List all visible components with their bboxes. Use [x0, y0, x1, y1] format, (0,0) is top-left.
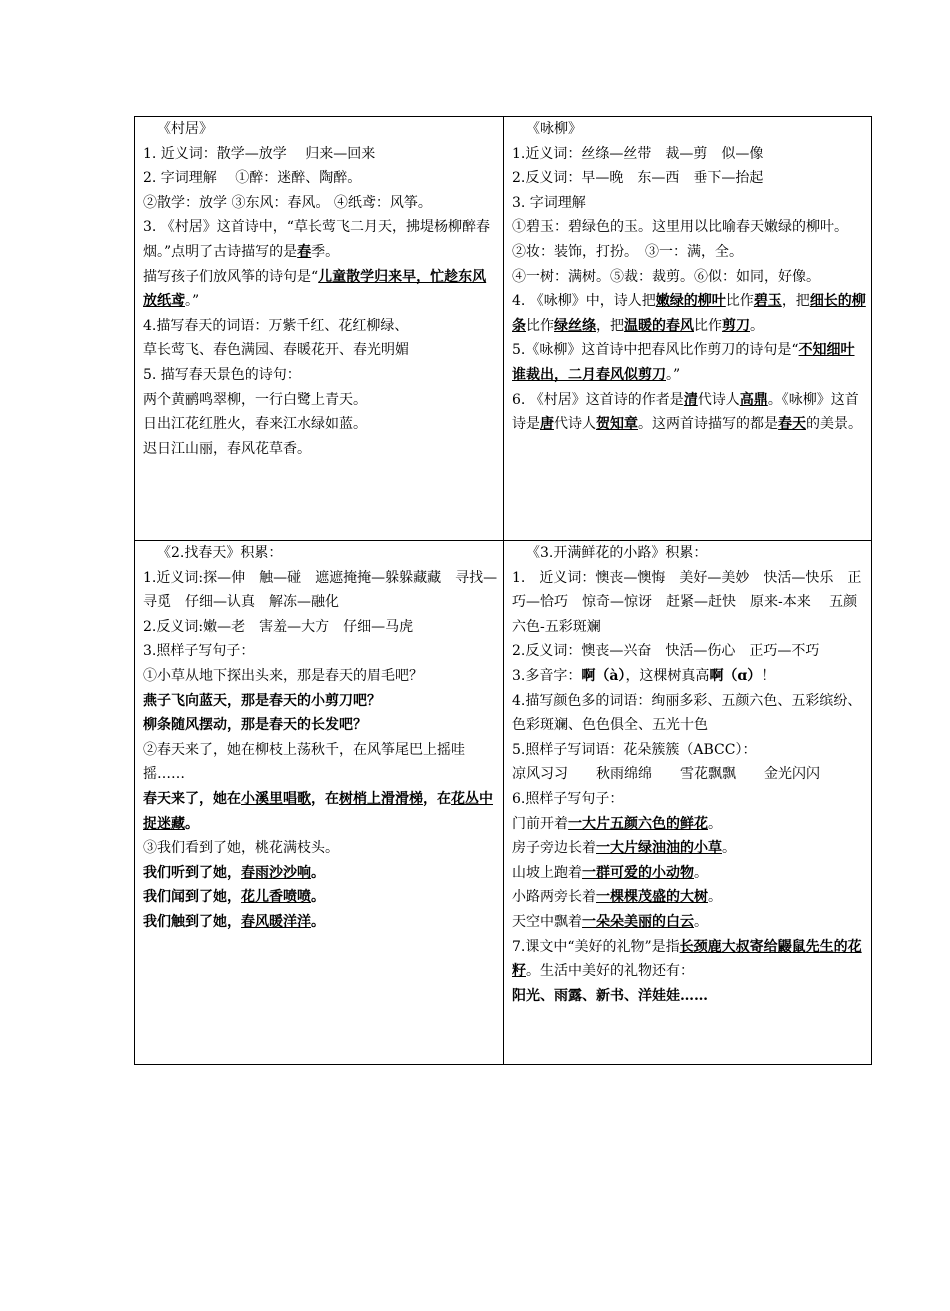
- xl-sentence: [512, 812, 867, 837]
- xl-sentence: [512, 910, 867, 935]
- answer: 春: [297, 243, 312, 260]
- text: 的美景。: [806, 416, 862, 433]
- text: 6. 《村居》这首诗的作者是: [512, 391, 684, 408]
- xl-color-words: 4.描写颜色多的词语：绚丽多彩、五颜六色、五彩缤纷、色彩斑斓、色色俱全、五光十色: [512, 692, 862, 734]
- text: 代诗人: [554, 416, 596, 433]
- xl-gift-question: [512, 935, 867, 984]
- zct-answer-line: [143, 787, 499, 836]
- text: 。: [185, 815, 199, 832]
- answer: 花儿香喷喷: [241, 889, 311, 906]
- answer: 啊（à）: [581, 667, 626, 684]
- text: 。: [722, 840, 736, 857]
- text: 比作: [694, 317, 722, 334]
- yongliu-title: 《咏柳》: [526, 121, 582, 137]
- text: 。: [311, 864, 325, 881]
- answer: 绿丝绦: [554, 317, 596, 334]
- answer: 春雨沙沙响: [241, 864, 311, 881]
- text: 代诗人: [697, 391, 740, 408]
- zct-answer-line: [143, 910, 499, 935]
- text: 比作: [526, 317, 554, 334]
- xl-gift-answer: 阳光、雨露、新书、洋娃娃……: [512, 987, 708, 1004]
- yongliu-word-meaning-2: ④一树：满树。⑤裁：裁剪。⑥似：如同，好像。: [512, 268, 820, 285]
- answer: 剪刀: [722, 317, 750, 334]
- answer: 一群可爱的小动物: [582, 864, 694, 881]
- text: 。: [708, 815, 722, 832]
- answer: 贺知章: [596, 416, 638, 433]
- answer: 温暖的春风: [624, 317, 694, 334]
- cell-xiaolu: [504, 541, 872, 1065]
- answer: 花丛中捉迷藏: [143, 790, 493, 832]
- answer: 树梢上滑滑梯: [339, 790, 423, 807]
- xl-sentence: [512, 885, 867, 910]
- xl-title: 《3.开满鲜花的小路》积累：: [526, 545, 708, 561]
- yongliu-authors: [512, 388, 867, 437]
- text: 。: [708, 889, 722, 906]
- yongliu-metaphor: [512, 289, 867, 338]
- text: 。: [694, 913, 708, 930]
- answer: 清: [683, 391, 698, 408]
- text: 我们闻到了她，: [143, 889, 241, 906]
- cunju-poem-line: 迟日江山丽，春风花草香。: [143, 440, 311, 457]
- text: 我们触到了她，: [143, 913, 241, 930]
- text: ，把: [781, 293, 810, 310]
- zct-synonyms: 1.近义词:探—伸 触—碰 遮遮掩掩—躲躲藏藏 寻找—寻觅 仔细—认真 解冻—融化: [143, 569, 498, 611]
- answer: 嫩绿的柳叶: [655, 293, 726, 310]
- zct-answer-line: [143, 861, 499, 886]
- text: 。这两首诗描写的都是: [638, 416, 778, 433]
- text: 天空中飘着: [512, 913, 582, 930]
- answer: 高鼎: [739, 391, 768, 408]
- text: 山坡上跑着: [512, 864, 582, 881]
- answer: 一朵朵美丽的白云: [582, 913, 694, 930]
- text: ，把: [596, 317, 624, 334]
- text: 小路两旁长着: [512, 889, 596, 906]
- answer: 长颈鹿大叔寄给鼹鼠先生的花籽: [512, 938, 862, 980]
- yongliu-word-heading: 3. 字词理解: [512, 194, 586, 211]
- xl-abcc-heading: 5.照样子写词语：花朵簇簇（ABCC）：: [512, 741, 757, 758]
- cunju-poem-line: 日出江花红胜火，春来江水绿如蓝。: [143, 416, 367, 433]
- cunju-poem-line: 两个黄鹂鸣翠柳，一行白鹭上青天。: [143, 391, 367, 408]
- text: ，这棵树真高: [625, 667, 710, 684]
- text: ，在: [423, 790, 451, 807]
- zct-answer: 燕子飞向蓝天，那是春天的小剪刀吧？: [143, 692, 381, 709]
- yongliu-word-meaning: ①碧玉：碧绿色的玉。这里用以比喻春天嫩绿的柳叶。 ②妆：装饰，打扮。 ③一：满，全。: [512, 219, 855, 260]
- text: 7.课文中“美好的礼物”是指: [512, 938, 680, 955]
- text: 3. 《村居》这首诗中，“草长莺飞二月天，拂堤杨柳醉春烟。”点明了古诗描写的是: [143, 219, 490, 260]
- text: 4. 《咏柳》中，诗人把: [512, 293, 656, 310]
- cunju-title: 《村居》: [157, 121, 213, 137]
- answer: 一大片绿油油的小草: [596, 840, 722, 857]
- text: ，在: [311, 790, 339, 807]
- text: 房子旁边长着: [512, 840, 596, 857]
- text: ！: [761, 667, 776, 684]
- text: 我们听到了她，: [143, 864, 241, 881]
- text: 春天来了，她在: [143, 790, 241, 807]
- xl-polyphone: [512, 664, 867, 689]
- cunju-poem-heading: 5. 描写春天景色的诗句：: [143, 366, 301, 383]
- answer: 碧玉: [753, 293, 782, 310]
- zct-answer: 柳条随风摆动，那是春天的长发吧？: [143, 717, 367, 734]
- xl-antonyms: 2.反义词：懊丧—兴奋 快活—伤心 正巧—不巧: [512, 643, 820, 660]
- answer: 春天: [778, 416, 806, 433]
- yongliu-antonyms: 2.反义词：早—晚 东—西 垂下—抬起: [512, 170, 764, 187]
- answer: 啊（ɑ）: [709, 667, 762, 684]
- notes-table: [134, 116, 872, 1065]
- cunju-season-question: [143, 215, 499, 264]
- zct-title: 《2.找春天》积累：: [157, 545, 283, 561]
- zct-answer-line: [143, 885, 499, 910]
- text: 。: [750, 317, 764, 334]
- xl-sentence-heading: 6.照样子写句子：: [512, 790, 624, 807]
- xl-sentence: [512, 836, 867, 861]
- zct-antonyms: 2.反义词:嫩—老 害羞—大方 仔细—马虎: [143, 618, 414, 635]
- xl-abcc-words: 凉风习习 秋雨绵绵 雪花飘飘 金光闪闪: [512, 766, 820, 783]
- cunju-spring-words: 4.描写春天的词语：万紫千红、花红柳绿、: [143, 317, 409, 334]
- zct-example: ③我们看到了她，桃花满枝头。: [143, 840, 339, 857]
- text: 。《咏柳》这首诗是: [512, 391, 859, 433]
- yongliu-synonyms: 1.近义词：丝绦—丝带 裁—剪 似—像: [512, 145, 764, 162]
- cell-yongliu: [504, 117, 872, 541]
- table-row: [135, 541, 872, 1065]
- text: 3.多音字：: [512, 667, 582, 684]
- cunju-kite-line: [143, 265, 499, 314]
- text: 。”: [185, 293, 200, 310]
- answer: 细长的柳条: [512, 293, 866, 334]
- xl-synonyms: 1. 近义词：懊丧—懊悔 美好—美妙 快活—快乐 正巧—恰巧 惊奇—惊讶 赶紧—赶快 原来-本来 五颜六色-五彩斑斓: [512, 569, 862, 635]
- zct-example: ①小草从地下探出头来，那是春天的眉毛吧？: [143, 667, 423, 684]
- answer: 一大片五颜六色的鲜花: [568, 815, 708, 832]
- yongliu-scissors-line: [512, 338, 867, 387]
- zct-example: ②春天来了，她在柳枝上荡秋千，在风筝尾巴上摇哇摇……: [143, 741, 465, 783]
- text: 。: [311, 913, 325, 930]
- text: 门前开着: [512, 815, 568, 832]
- xl-sentence: [512, 861, 867, 886]
- answer: 小溪里唱歌: [241, 790, 311, 807]
- cunju-spring-words-2: 草长莺飞、春色满园、春暖花开、春光明媚: [143, 342, 409, 359]
- text: 。: [311, 889, 325, 906]
- answer: 儿童散学归来早，忙趁东风放纸鸢: [143, 268, 487, 310]
- text: 。”: [666, 366, 681, 383]
- cell-zhaochuntian: [135, 541, 504, 1065]
- cunju-word-meaning: 2. 字词理解 ①醉：迷醉、陶醉。: [143, 170, 362, 187]
- cunju-synonyms: 1. 近义词：散学—放学 归来—回来: [143, 145, 376, 162]
- answer: 春风暖洋洋: [241, 913, 311, 930]
- cunju-word-meaning-2: ②散学：放学 ③东风：春风。 ④纸鸢：风筝。: [143, 194, 432, 211]
- answer: 不知细叶谁裁出，二月春风似剪刀: [512, 342, 855, 383]
- answer: 唐: [540, 416, 554, 433]
- cell-cunju: [135, 117, 504, 541]
- text: 描写孩子们放风筝的诗句是“: [143, 268, 319, 285]
- zct-sentence-heading: 3.照样子写句子：: [143, 643, 255, 660]
- text: 。: [694, 864, 708, 881]
- table-row: [135, 117, 872, 541]
- text: 比作: [725, 293, 754, 310]
- text: 季。: [311, 243, 340, 260]
- text: 。生活中美好的礼物还有：: [526, 963, 694, 980]
- text: 5.《咏柳》这首诗中把春风比作剪刀的诗句是“: [512, 342, 799, 359]
- answer: 一棵棵茂盛的大树: [596, 889, 708, 906]
